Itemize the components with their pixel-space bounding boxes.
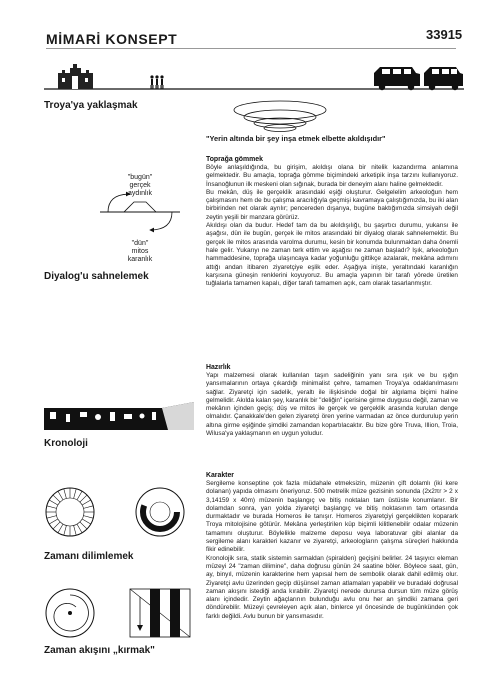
clock-tick [53, 522, 60, 529]
approach-illustration [44, 56, 464, 96]
upper-label: "bugün" gerçek aydınlık [127, 174, 153, 197]
castle-icon [58, 64, 93, 89]
clock-tick [80, 495, 87, 502]
time-flow-diagram [44, 585, 194, 641]
flow-arrows [130, 589, 190, 637]
section-heading: Hazırlık [206, 364, 231, 371]
time-slicing-caption: Zamanı dilimlemek [44, 551, 134, 562]
clock-tick [47, 516, 57, 519]
clock-tick [49, 519, 58, 524]
spiral-clock [46, 589, 94, 637]
dialogue-diagram [90, 182, 190, 237]
section-heading: Toprağa gömmek [206, 156, 263, 163]
paragraph: Sergileme konseptine çok fazla müdahale etmeksizin, müzenin çift dolamlı (iki kere dolanan) yapıda olmasını öneriyoruz. 500 metrelik müze gezisinin sonunda (2x2πr > 2 x 3,14159 x 40m) müzenin başlangıç ve bitiş noktaları tam üstüste konumlanır. Bir dolamdan sonra, yarı yolda ziyaretçi başlangıç ve bitiş noktasının tam ortasında durmaktadır ve burada Homeros ile tanışır. Homeros ziyaretçiyi gerçeklikten koparark Troya mitolojisine götürür. Mekâna yerleştirilen küp biçimli kilitlenebilir odalar müzenin tamamını oluşturur. Böylelikle malzeme deposu veya laboratuvar gibi alanlar da sergileme alanı karakteri kazanır ve ziyaretçi, arkeologların çalışma süreçleri hakkında fikir edinebilir. [206, 480, 458, 554]
clock-tick [58, 491, 63, 500]
quote: "Yerin altında bir şey inşa etmek elbette akıldışıdır" [206, 134, 386, 143]
section-heading: Karakter [206, 472, 234, 479]
people-icon [150, 75, 163, 89]
header-divider [46, 48, 456, 49]
ring-diagram [136, 488, 184, 536]
clock-tick [74, 489, 77, 499]
paragraph: Akıldışı olan da budur. Hedef tam da bu akıldışılığı, bu şaşırtıcı durumu, yukarısı ile aşağısı, dün ile bugün, gerçek ile mitos arasındaki bir diyalog olarak sahnelemektir. Bu gerçek ile mitos arasında varolma durumu, kesin bir konumda bulunmaktan daha önemli hale gelir. Yukarıyı ne zaman terk ettim ve aşağısı ne zaman başladı? Işık, arkeoloğun hammaddesine, toprağa ulaşıncaya kadar yoğunluğu gittikçe azalarak, mekâna adımını attığı andan itibaren ziyaretçiye eşlik eder. Aşağıya inişte, yeraltındaki karanlığın karşısına güneşin renklerini koyuyoruz. Bu amaçla yapının bir tarafı yörede üretilen tuğlalarla tamamen kapalı, diğer tarafı tamamen açık, cam olarak tasarlanmıştır. [206, 222, 458, 288]
paragraph: Yapı malzemesi olarak kullanılan taşın sadeliğinin yanı sıra ışık ve bu ışığın yansımalarının ortaya çıkardığı minimalist çehre, tamamen Troya'ya odaklanılmasını sağlar. Ziyaretçi için sadelik, yeraltı ile ilişkisinde doğal bir algılama biçimi haline gelmelidir. Akılda kalan şey, karanlık bir "deliğin" içerisine girme duygusu değil, zaman ve mekânın içinden geçiş; düş ve mitos ile gerçek ve gerçeklik arasında kurulan denge olmalıdır. Çanakkale'den gelen ziyaretçi ören yerine varmadan az önce durdurulup yerin altına girme eşiğinde şimdiki zamandan kopartılacaktır. Bu bize göre Truva, Illion, Troia, Wilusa'ya yaklaşmanın en uygun yoludur. [206, 372, 458, 438]
suv-icon [424, 67, 463, 90]
time-slicing-diagram [44, 480, 194, 544]
clock-tick [74, 526, 77, 536]
section-readiness [206, 363, 458, 438]
section-character [206, 471, 458, 621]
clock-tick [47, 506, 57, 509]
suv-icon [374, 67, 420, 90]
dialogue-caption: Diyalog'u sahnelemek [44, 271, 149, 282]
clock-tick [53, 495, 60, 502]
section-burying [206, 155, 458, 288]
page-number: 33915 [426, 27, 463, 42]
clock-tick [80, 522, 87, 529]
chronology-strip [44, 402, 194, 434]
clock-tick [64, 489, 67, 499]
paragraph: Kronolojik sıra, statik sistemin sarmaldan (spiralden) geçişini belirler. 24 taşıyıcı eleman müzeyi 24 "zaman dilimine", daha doğrusu günün 24 saatine böler. Böylece saat, gün, ay, binyıl, müzenin karakterine hem yapısal hem de sembolik olarak dahil edilmiş olur. Ziyaretçi avlu üzerinden geçip düşünsel zaman atlamaları yapabilir ve buradaki doğrusal zaman akışını istediği anda kırabilir. Ziyaretçi nerede durursa dursun tüm müze görüş alanı içindedir. Zeytin ağaçlarının bulunduğu avlu onu her an şimdiki zamana geri döndürebilir. Müzeyi çevreleyen açık alan, binlerce yıl öncesinde de bugünkünden çok farklı değildi. Avlu bunun bir yansımasıdır. [206, 554, 458, 620]
chronology-caption: Kronoloji [44, 438, 88, 449]
paragraph: Bu mekân, düş ile gerçeklik arasındaki eşiği oluşturur. Gelgelelim arkeoloğun hem çalışmasını hem de bu çalışma aracılığıyla geçmişi kavramaya çalıştığımızda, bu iki alan birbirinden net olarak ayrılır; pencereden dışarıya, bugüne baktığımızda simsiyah değil zeytin yeşili bir manzara görürüz. [206, 188, 458, 221]
lower-label: "dün" mitos karanlık [127, 240, 153, 263]
clock-tick [64, 526, 67, 536]
clock-tick [77, 524, 82, 533]
time-flow-caption: Zaman akışını „kırmak" [44, 645, 155, 656]
clock-tick [82, 519, 91, 524]
clock-tick [49, 500, 58, 505]
clock-tick [84, 516, 94, 519]
clock-tick [84, 506, 94, 509]
paragraph: Böyle anlaşıldığında, bu girişim, akıldışı olana bir nitelik kazandırma anlamına gelmektedir. Bu amaçla, toprağa gömme biçimindeki arketipik inşa tarzını kullanıyoruz. İnsanoğlunun ilk meskeni olan sığınak, burada bir deneyim alanı haline gelmektedir. [206, 164, 458, 188]
clock-tick [82, 500, 91, 505]
approach-caption: Troya'ya yaklaşmak [44, 100, 138, 111]
clock-tick [77, 491, 82, 500]
page-title: MİMARİ KONSEPT [46, 31, 178, 47]
clock-tick [58, 524, 63, 533]
spiral-icon [230, 96, 330, 136]
clock-dial [46, 488, 94, 536]
